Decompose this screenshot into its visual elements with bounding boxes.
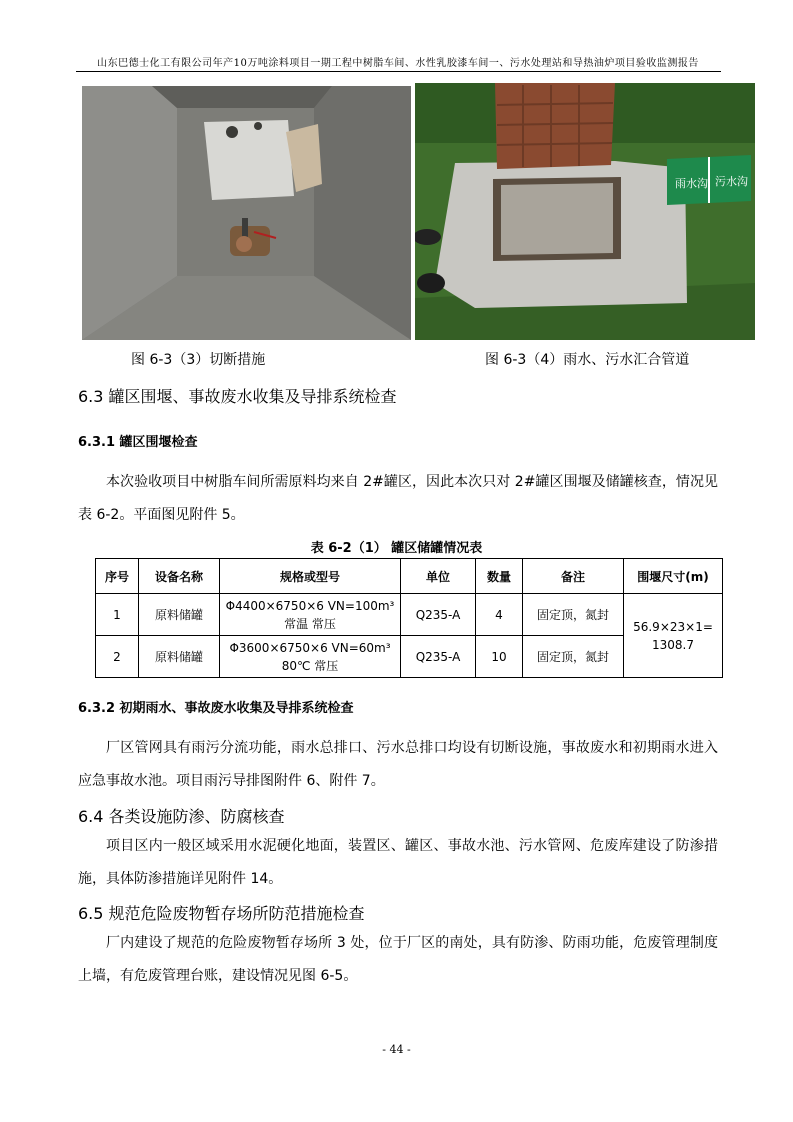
- section-6-3-1-heading: 6.3.1 罐区围堰检查: [78, 435, 198, 450]
- section-6-4-paragraph: 项目区内一般区域采用水泥硬化地面，装置区、罐区、事故水池、污水管网、危废库建设了防渗措施，具体防渗措施详见附件 14。: [78, 838, 718, 887]
- header-rule: [76, 71, 721, 72]
- col-header: 数量: [476, 559, 523, 594]
- figure-caption-manhole: 图 6-3（4）雨水、污水汇合管道: [485, 352, 690, 368]
- section-6-3-1-paragraph: 本次验收项目中树脂车间所需原料均来自 2#罐区，因此本次只对 2#罐区围堰及储罐核查，情况见表 6-2。平面图见附件 5。: [78, 474, 718, 523]
- photo-rain-sewage-manhole: [415, 83, 755, 340]
- col-header: 备注: [523, 559, 624, 594]
- photo-cutoff-measure: [82, 86, 411, 340]
- page-header: 山东巴德士化工有限公司年产10万吨涂料项目一期工程中树脂车间、水性乳胶漆车间一、污水处理站和导热油炉项目验收监测报告: [97, 58, 699, 69]
- cell-name: 原料储罐: [139, 594, 220, 636]
- col-header: 单位: [401, 559, 476, 594]
- page-number: - 44 -: [382, 1043, 411, 1056]
- cell-note: 固定顶，氮封: [523, 636, 624, 678]
- col-header: 设备名称: [139, 559, 220, 594]
- cell-weir-line2: 1308.7: [652, 637, 694, 652]
- cell-spec-line1: Φ4400×6750×6 VN=100m³: [225, 598, 395, 613]
- col-header: 围堰尺寸(m): [624, 559, 723, 594]
- section-6-4-heading: 6.4 各类设施防渗、防腐核查: [78, 807, 285, 826]
- cell-qty: 10: [476, 636, 523, 678]
- cell-spec: [220, 636, 401, 678]
- tank-table: [95, 558, 723, 678]
- cell-weir-line1: 56.9×23×1=: [633, 619, 713, 634]
- section-6-3-2-paragraph: 厂区管网具有雨污分流功能，雨水总排口、污水总排口均设有切断设施，事故废水和初期雨水进入应急事故水池。项目雨污导排图附件 6、附件 7。: [78, 740, 718, 789]
- cell-spec: [220, 594, 401, 636]
- cell-spec-line2: 常温 常压: [284, 616, 336, 631]
- section-6-3-heading: 6.3 罐区围堰、事故废水收集及导排系统检查: [78, 387, 397, 406]
- cell-spec-line2: 80℃ 常压: [281, 658, 339, 673]
- table-row: [96, 594, 723, 636]
- section-6-3-2-heading: 6.3.2 初期雨水、事故废水收集及导排系统检查: [78, 701, 354, 716]
- section-6-5-paragraph: 厂内建设了规范的危险废物暂存场所 3 处，位于厂区的南处，具有防渗、防雨功能，危废管理制度上墙，有危废管理台账，建设情况见图 6-5。: [78, 935, 718, 984]
- col-header: 规格或型号: [220, 559, 401, 594]
- cell-spec-line1: Φ3600×6750×6 VN=60m³: [229, 640, 391, 655]
- cell-no: 1: [96, 594, 139, 636]
- sign-rain-label: 雨水沟: [675, 177, 708, 190]
- cell-note: 固定顶，氮封: [523, 594, 624, 636]
- cell-unit: Q235-A: [401, 636, 476, 678]
- figure-caption-cutoff: 图 6-3（3）切断措施: [131, 352, 266, 368]
- cell-no: 2: [96, 636, 139, 678]
- col-header: 序号: [96, 559, 139, 594]
- cell-unit: Q235-A: [401, 594, 476, 636]
- section-6-5-heading: 6.5 规范危险废物暂存场所防范措施检查: [78, 904, 365, 923]
- table-caption: 表 6-2（1） 罐区储罐情况表: [310, 541, 483, 556]
- cell-name: 原料储罐: [139, 636, 220, 678]
- cell-weir-size: [624, 594, 723, 678]
- sign-sewage-label: 污水沟: [715, 175, 748, 188]
- table-header-row: [96, 559, 723, 594]
- cell-qty: 4: [476, 594, 523, 636]
